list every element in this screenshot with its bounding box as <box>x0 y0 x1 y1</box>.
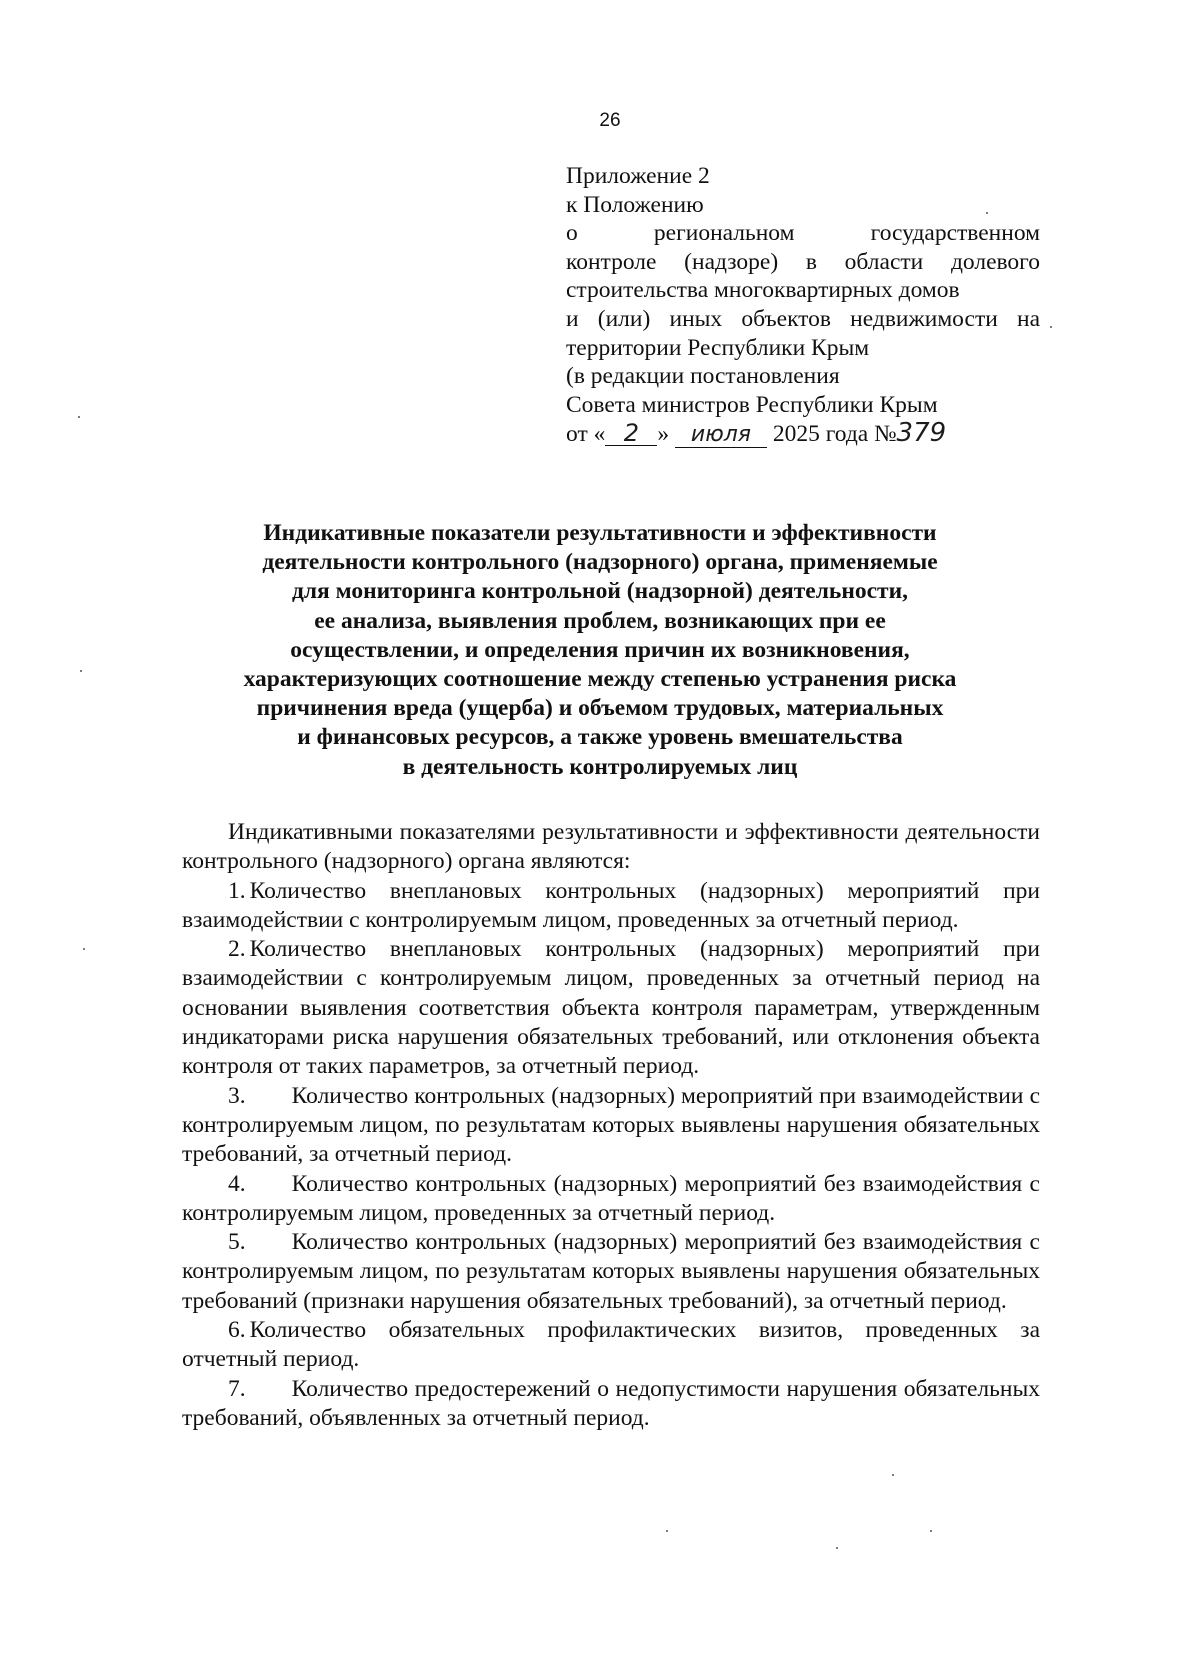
scan-speck <box>83 948 85 950</box>
scan-speck <box>1050 326 1052 328</box>
title-line: в деятельность контролируемых лиц <box>402 753 798 780</box>
title-line: характеризующих соотношение между степенью устранения риска <box>243 666 957 693</box>
appendix-header <box>566 162 1040 449</box>
appendix-line: о региональном государственном <box>566 220 1040 247</box>
handwritten-number: 379 <box>896 418 947 449</box>
appendix-line: к Положению <box>566 191 704 218</box>
item-text: Количество внеплановых контрольных (надзорных) мероприятий при взаимодействии с контролируемым лицом, проведенных за отчетный период на основании выявления соответствия объекта контроля параметрам, утвержденным индикаторами риска нарушения обязательных требований, или отклонения объекта контроля от таких параметров, за отчетный период. <box>182 936 1040 1080</box>
item-number: 2. <box>228 936 246 963</box>
appendix-line: Совета министров Республики Крым <box>566 391 938 418</box>
item-text: Количество обязательных профилактических визитов, проведенных за отчетный период. <box>182 1317 1040 1373</box>
appendix-line: и (или) иных объектов недвижимости на <box>566 305 1040 332</box>
scan-speck <box>666 1530 668 1532</box>
item-number: 6. <box>228 1317 246 1344</box>
item-number: 1. <box>228 877 246 904</box>
appendix-date-line <box>566 419 1040 449</box>
date-prefix: от « <box>566 421 606 448</box>
title-line: осуществлении, и определения причин их возникновения, <box>290 636 910 663</box>
handwritten-month: июля <box>675 423 767 448</box>
list-item <box>182 1316 1040 1375</box>
item-number: 5. <box>228 1229 246 1256</box>
appendix-line: Приложение 2 <box>566 163 710 189</box>
title-line: и финансовых ресурсов, а также уровень вмешательства <box>297 724 903 751</box>
item-text: Количество контрольных (надзорных) мероприятий без взаимодействия с контролируемым лицом, проведенных за отчетный период. <box>182 1170 1040 1226</box>
item-number: 4. <box>228 1170 246 1197</box>
appendix-line: строительства многоквартирных домов <box>566 277 960 304</box>
item-text: Количество контрольных (надзорных) мероприятий без взаимодействия с контролируемым лицом, по результатам которых выявлены нарушения обязательных требований (признаки нарушения обязательных требований), за отчетный период. <box>182 1229 1040 1314</box>
title-line: Индикативные показатели результативности и эффективности <box>263 520 937 546</box>
handwritten-day: 2 <box>605 421 657 446</box>
item-text: Количество предостережений о недопустимости нарушения обязательных требований, объявленных за отчетный период. <box>182 1375 1040 1431</box>
list-item <box>182 1228 1040 1316</box>
intro-paragraph: Индикативными показателями результативности и эффективности деятельности контрольного (надзорного) органа являются: <box>182 819 1040 875</box>
title-line: деятельности контрольного (надзорного) органа, применяемые <box>262 549 938 576</box>
item-number: 3. <box>228 1082 246 1109</box>
scan-speck <box>986 212 988 214</box>
scan-speck <box>80 670 82 672</box>
item-number: 7. <box>228 1375 246 1402</box>
date-mid: » <box>657 421 670 448</box>
appendix-line: территории Республики Крым <box>566 334 870 361</box>
appendix-line: (в редакции постановления <box>566 363 840 390</box>
scan-speck <box>836 1547 838 1549</box>
list-item <box>182 1170 1040 1229</box>
appendix-line: контроле (надзоре) в области долевого <box>566 248 1040 275</box>
list-item <box>182 1375 1040 1434</box>
scan-speck <box>892 1474 894 1476</box>
list-item <box>182 877 1040 936</box>
scan-speck <box>930 1530 932 1532</box>
document-body <box>182 818 1040 1433</box>
list-item <box>182 1082 1040 1170</box>
item-text: Количество внеплановых контрольных (надзорных) мероприятий при взаимодействии с контролируемым лицом, проведенных за отчетный период. <box>182 877 1040 933</box>
list-item <box>182 935 1040 1081</box>
document-title <box>150 519 1050 782</box>
item-text: Количество контрольных (надзорных) мероприятий при взаимодействии с контролируемым лицом, по результатам которых выявлены нарушения обязательных требований, за отчетный период. <box>182 1082 1040 1168</box>
title-line: для мониторинга контрольной (надзорной) деятельности, <box>291 578 909 605</box>
scan-speck <box>78 416 80 418</box>
page-number: 26 <box>599 110 621 131</box>
title-line: ее анализа, выявления проблем, возникающих при ее <box>314 607 886 634</box>
date-year-text: 2025 года № <box>772 421 897 448</box>
title-line: причинения вреда (ущерба) и объемом трудовых, материальных <box>256 695 944 722</box>
